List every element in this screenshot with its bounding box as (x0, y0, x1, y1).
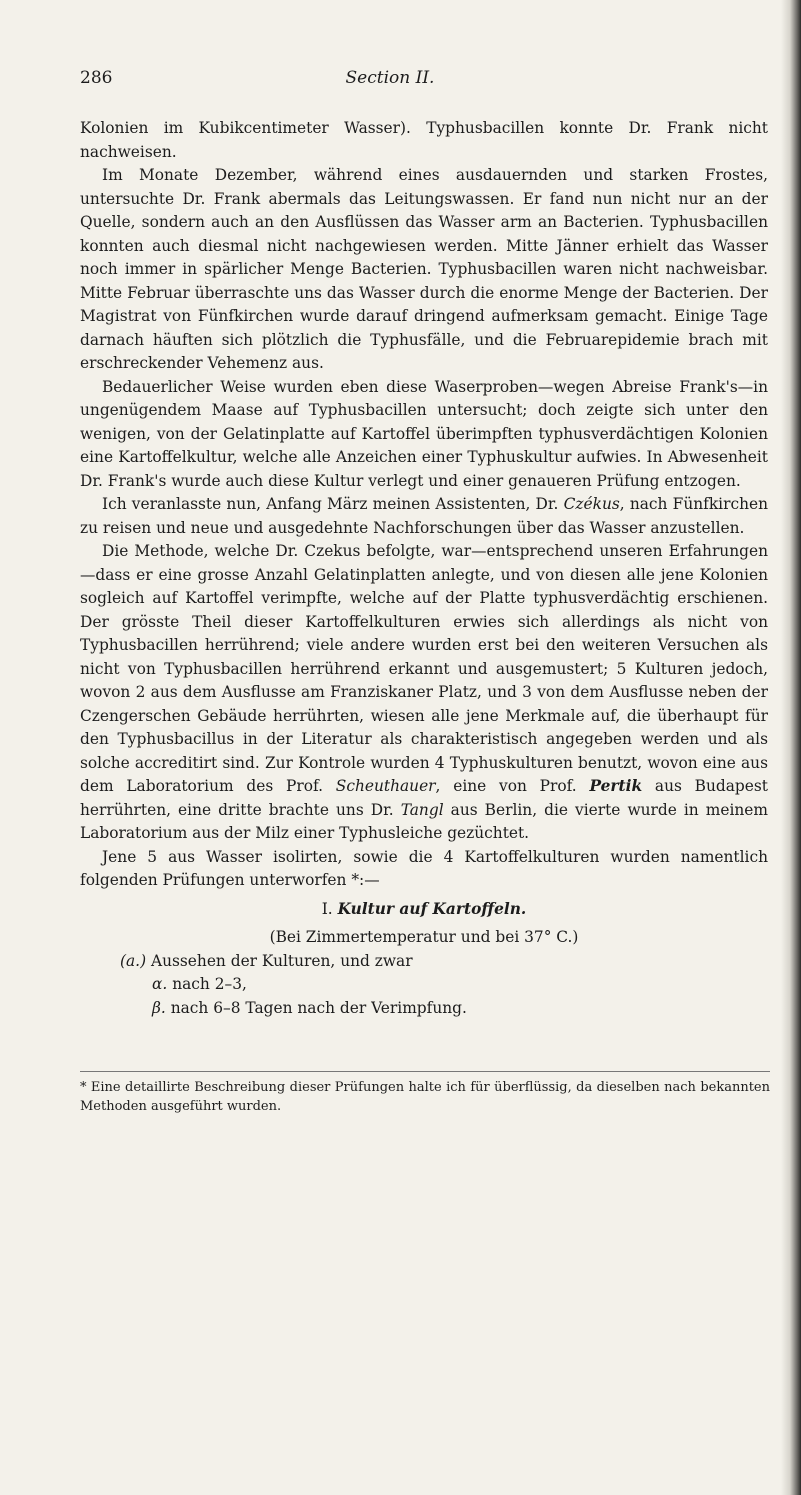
text-run: Die Methode, welche Dr. Czekus befolgte, war—entsprechend unseren Erfahrungen—dass er eine grosse Anzahl Gelatinplatten anlegte, und von diesen alle jene Kolonien sogleich auf Kartoffel verimpfte, welche auf der Platte typhusverdächtig erschienen. Der grösste Theil dieser Kartoffelkulturen erwies sich allerdings als nicht von Typhusbacillen herrührend; viele andere wurden erst bei den weiteren Versuchen als nicht von Typhusbacillen herrührend erkannt und ausgemustert; 5 Kulturen jedoch, wovon 2 aus dem Ausflusse am Franziskaner Platz, und 3 von dem Ausflusse neben der Czengerschen Gebäude herrührten, wiesen alle jene Merkmale auf, die überhaupt für den Typhusbacillus in der Literatur als charakteristisch angegeben werden und als solche accreditirt sind. Zur Kontrole wurden 4 Typhuskulturen benutzt, wovon eine aus dem Laboratorium des Prof. (80, 542, 768, 795)
conditions-note: (Bei Zimmertemperatur und bei 37° C.) (269, 928, 579, 946)
person-name: Scheuthauer (335, 777, 436, 795)
text-run: Ich veranlasste nun, Anfang März meinen Assistenten, Dr. (102, 495, 564, 513)
list-item (80, 950, 768, 974)
item-label: (a.) (120, 951, 147, 970)
footnote: * Eine detaillirte Beschreibung dieser Prüfungen halte ich für überflüssig, da dieselben nach bekannten Methoden ausgeführt wurden. (80, 1080, 770, 1114)
person-name: Czékus (563, 495, 620, 513)
text-run: , nach Fünfkirchen zu reisen und neue und ausgedehnte Nachforschungen über das Wasser anzustellen. (80, 495, 769, 537)
section-heading (80, 898, 768, 922)
paragraph (80, 493, 768, 540)
person-name: Tangl (400, 800, 444, 819)
text-run: aus Berlin, die vierte wurde in meinem Laboratorium aus der Milz einer Typhusleiche gezüchtet. (80, 800, 768, 842)
text-run: aus Budapest herrührten, eine dritte brachte uns Dr. (80, 777, 768, 819)
running-title: Section II. (345, 68, 435, 88)
paragraph: Kolonien im Kubikcentimeter Wasser). Typhusbacillen konnte Dr. Frank nicht nachweisen. (80, 119, 768, 161)
section-title: Kultur auf Kartoffeln. (337, 899, 527, 918)
body-text (80, 117, 768, 1020)
sub-list-item (80, 997, 768, 1021)
item-text: Aussehen der Kulturen, und zwar (146, 951, 413, 970)
page-number: 286 (80, 68, 113, 88)
paragraph: Im Monate Dezember, während eines ausdauernden und starken Frostes, untersuchte Dr. Frank abermals das Leitungswassen. Er fand nun nicht nur an der Quelle, sondern auch an den Ausflüssen das Wasser arm an Bacterien. Typhusbacillen konnten auch diesmal nicht nachgewiesen werden. Mitte Jänner erhielt das Wasser noch immer in spärlicher Menge Bacterien. Typhusbacillen waren nicht nachweisbar. Mitte Februar überraschte uns das Wasser durch die enorme Menge der Bacterien. Der Magistrat von Fünfkirchen wurde darauf dringend aufmerksam gemacht. Einige Tage darnach häuften sich plötzlich die Typhusfälle, und die Februarepidemie brach mit erschreckender Vehemenz aus. (80, 166, 768, 372)
paragraph: Bedauerlicher Weise wurden eben diese Waserproben—wegen Abreise Frank's—in ungenügendem Maase auf Typhusbacillen untersucht; doch zeigte sich unter den wenigen, von der Gelatinplatte auf Kartoffel überimpften typhusverdächtigen Kolonien eine Kartoffelkultur, welche alle Anzeichen einer Typhuskultur aufwies. In Abwesenheit Dr. Frank's wurde auch diese Kultur verlegt und einer genaueren Prüfung entzogen. (80, 377, 768, 490)
paragraph: Jene 5 aus Wasser isolirten, sowie die 4 Kartoffelkulturen wurden namentlich folgenden Prüfungen unterworfen *:— (80, 847, 768, 889)
footnote-divider (80, 1071, 770, 1072)
sub-list-item (80, 973, 768, 997)
text-run: , eine von Prof. (435, 777, 590, 795)
page-header (80, 68, 700, 92)
paragraph (80, 540, 768, 846)
item-text: nach 6–8 Tagen nach der Verimpfung. (165, 998, 467, 1017)
section-number: I. (321, 899, 338, 918)
person-name: Pertik (589, 777, 643, 795)
page-edge-shadow (781, 0, 801, 1495)
item-text: nach 2–3, (167, 975, 247, 993)
item-label: β. (152, 998, 166, 1017)
item-label: α. (152, 975, 168, 993)
